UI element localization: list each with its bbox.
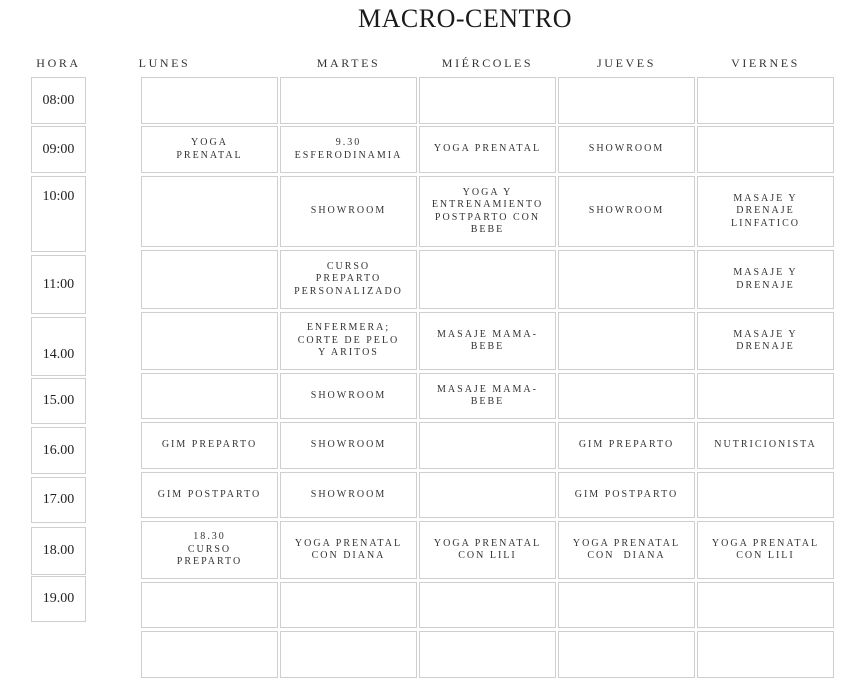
- schedule-cell: GIM PREPARTO: [558, 422, 695, 469]
- schedule-cell: [697, 472, 834, 518]
- schedule-cell: SHOWROOM: [280, 176, 417, 247]
- day-header-0: LUNES: [138, 56, 191, 70]
- day-header-4: VIERNES: [731, 56, 800, 70]
- schedule-cell: [419, 631, 556, 678]
- schedule-cell: [697, 631, 834, 678]
- schedule-cell: [280, 582, 417, 628]
- schedule-cell: [558, 77, 695, 124]
- hour-cell: 17.00: [31, 477, 86, 523]
- schedule-cell: [419, 77, 556, 124]
- schedule-cell: SHOWROOM: [558, 176, 695, 247]
- schedule-cell: YOGA PRENATAL: [419, 126, 556, 173]
- hour-cell: 15.00: [31, 378, 86, 424]
- schedule-cell: YOGA PRENATAL: [141, 126, 278, 173]
- schedule-cell: MASAJE MAMA- BEBE: [419, 312, 556, 370]
- schedule-cell: [697, 582, 834, 628]
- hour-cell: 10:00: [31, 176, 86, 252]
- day-header-2: MIÉRCOLES: [441, 56, 534, 70]
- schedule-cell: NUTRICIONISTA: [697, 422, 834, 469]
- schedule-cell: [141, 77, 278, 124]
- day-header-3: JUEVES: [597, 56, 656, 70]
- schedule-cell: [697, 77, 834, 124]
- schedule-cell: [141, 176, 278, 247]
- schedule-cell: [558, 631, 695, 678]
- schedule-cell: [141, 582, 278, 628]
- schedule-cell: [558, 312, 695, 370]
- hour-cell: 11:00: [31, 255, 86, 314]
- schedule-cell: SHOWROOM: [280, 373, 417, 419]
- schedule-cell: [419, 472, 556, 518]
- page-title: MACRO-CENTRO: [357, 4, 572, 33]
- schedule-cell: [558, 373, 695, 419]
- schedule-cell: [141, 373, 278, 419]
- schedule-cell: [141, 631, 278, 678]
- schedule-cell: GIM PREPARTO: [141, 422, 278, 469]
- schedule-cell: MASAJE Y DRENAJE LINFATICO: [697, 176, 834, 247]
- schedule-cell: YOGA PRENATAL CON LILI: [419, 521, 556, 579]
- hour-cell: 08:00: [31, 77, 86, 124]
- hour-cell: 19.00: [31, 576, 86, 622]
- schedule-cell: [280, 631, 417, 678]
- schedule-cell: 18.30 CURSO PREPARTO: [141, 521, 278, 579]
- schedule-cell: SHOWROOM: [280, 472, 417, 518]
- schedule-cell: SHOWROOM: [558, 126, 695, 173]
- schedule-cell: YOGA PRENATAL CON DIANA: [558, 521, 695, 579]
- schedule-cell: MASAJE MAMA- BEBE: [419, 373, 556, 419]
- schedule-cell: CURSO PREPARTO PERSONALIZADO: [280, 250, 417, 309]
- hour-cell: 18.00: [31, 527, 86, 575]
- hour-cell: 14.00: [31, 317, 86, 376]
- schedule-cell: [141, 312, 278, 370]
- hour-cell: 16.00: [31, 427, 86, 474]
- schedule-cell: YOGA PRENATAL CON LILI: [697, 521, 834, 579]
- schedule-cell: YOGA Y ENTRENAMIENTO POSTPARTO CON BEBE: [419, 176, 556, 247]
- day-header-1: MARTES: [316, 56, 381, 70]
- hour-cell: 09:00: [31, 126, 86, 173]
- schedule-cell: YOGA PRENATAL CON DIANA: [280, 521, 417, 579]
- schedule-cell: [419, 422, 556, 469]
- schedule-cell: GIM POSTPARTO: [141, 472, 278, 518]
- schedule-cell: GIM POSTPARTO: [558, 472, 695, 518]
- schedule-cell: MASAJE Y DRENAJE: [697, 250, 834, 309]
- schedule-cell: ENFERMERA; CORTE DE PELO Y ARITOS: [280, 312, 417, 370]
- schedule-cell: [141, 250, 278, 309]
- schedule-cell: [697, 373, 834, 419]
- schedule-cell: [558, 250, 695, 309]
- schedule-cell: [419, 582, 556, 628]
- schedule-cell: MASAJE Y DRENAJE: [697, 312, 834, 370]
- schedule-cell: SHOWROOM: [280, 422, 417, 469]
- schedule-cell: [697, 126, 834, 173]
- schedule-cell: 9.30 ESFERODINAMIA: [280, 126, 417, 173]
- schedule-cell: [419, 250, 556, 309]
- schedule-cell: [280, 77, 417, 124]
- schedule-cell: [558, 582, 695, 628]
- hour-column-header: HORA: [36, 56, 81, 70]
